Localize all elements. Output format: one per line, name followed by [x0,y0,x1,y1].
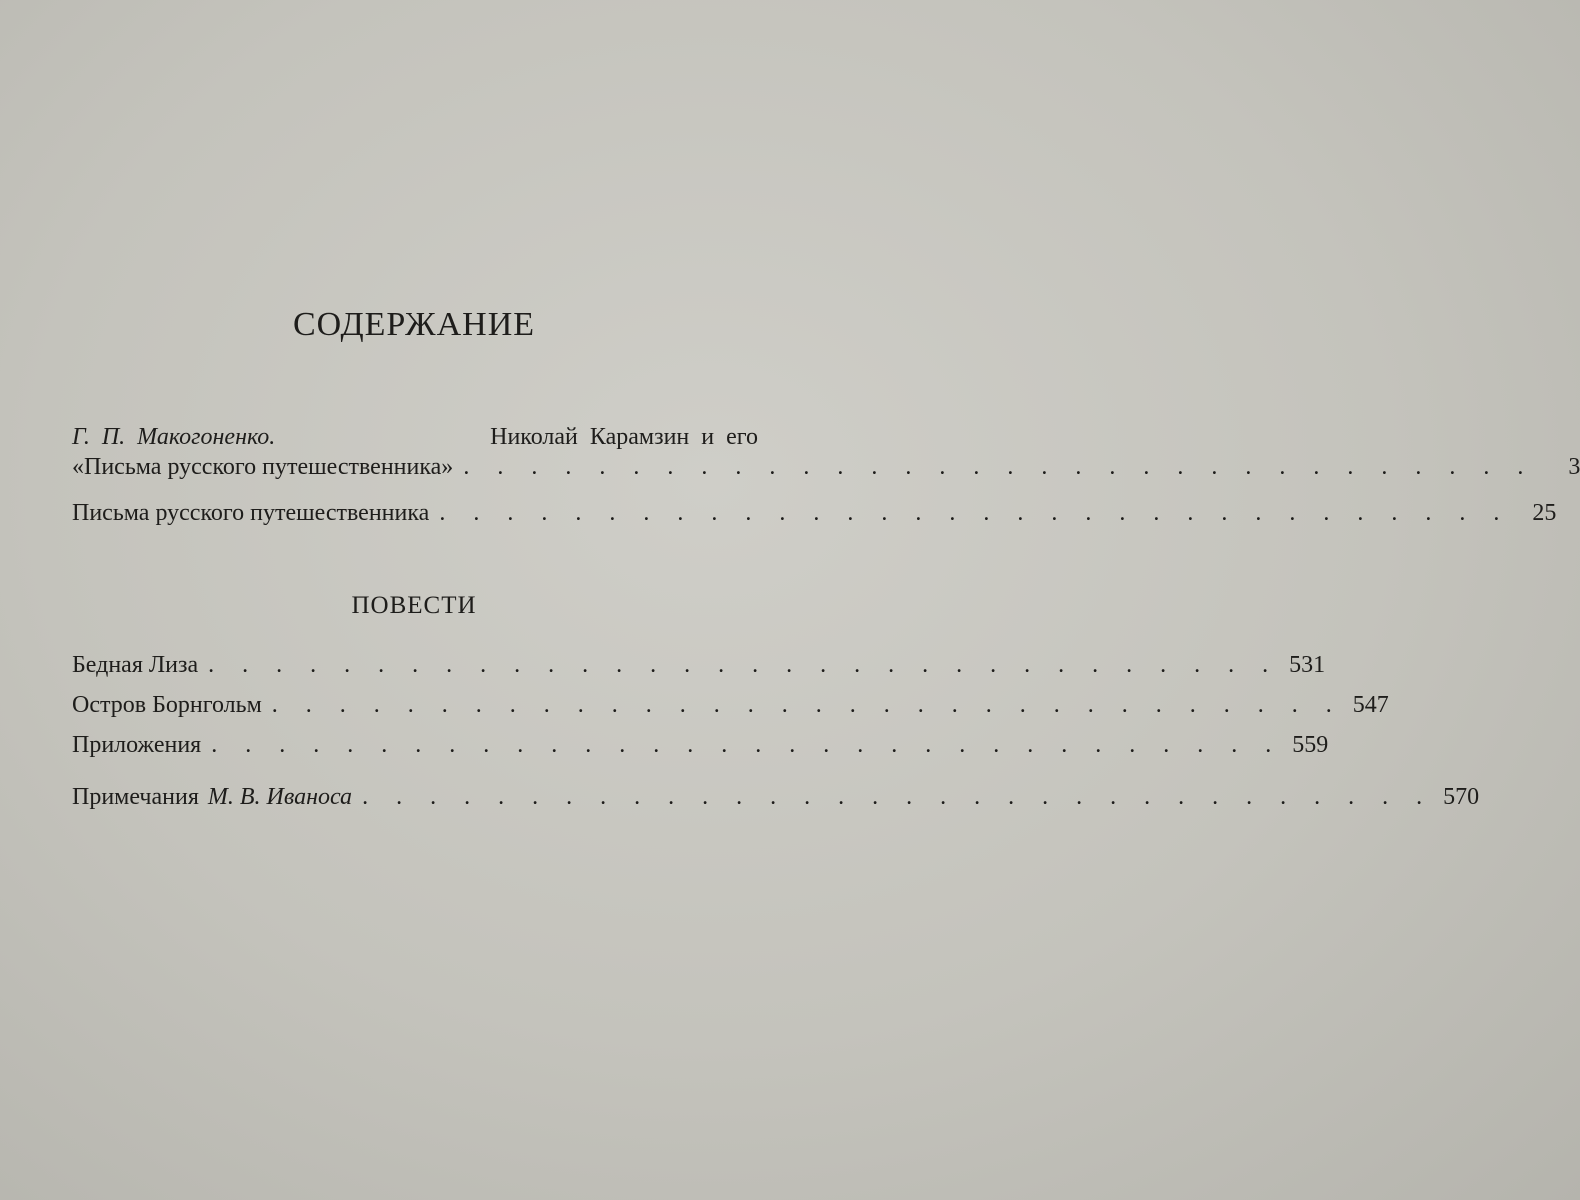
toc-entry-story-page: 531 [1289,652,1326,678]
toc-entry-intro-line2 [72,452,1580,482]
toc-entry-intro-author: Г. П. Макогоненко. [72,424,276,450]
toc-entry-letters-page: 25 [1532,500,1557,526]
toc-entry-story[interactable] [72,690,1389,720]
toc-entry-notes-line [72,782,1480,812]
toc-entry-intro-page: 3 [1568,454,1580,480]
toc-entry-letters[interactable] [72,498,1557,528]
section-heading-stories: ПОВЕСТИ [351,592,477,619]
contents-heading: СОДЕРЖАНИЕ [292,306,536,343]
toc-entry-story[interactable] [72,650,1326,680]
toc-entry-intro[interactable] [72,422,1580,482]
toc-entry-appendix-title: Приложения [72,732,202,758]
toc-entry-notes-title: Примечания [72,784,199,810]
toc-entry-intro-line1 [72,422,758,452]
toc-entry-appendix-page: 559 [1292,732,1329,758]
toc-entry-appendix-line [72,730,1329,760]
dot-leader: . . . . . . . . . . . . . . . . . . . . . . . . . . . . . . . . [439,500,1511,526]
dot-leader: . . . . . . . . . . . . . . . . . . . . . . . . . . . . . . . . [362,784,1434,810]
toc-entry-letters-line [72,498,1557,528]
toc-entry-notes-page: 570 [1443,784,1480,810]
toc-entry-intro-title-part1: Николай Карамзин и его [490,424,758,450]
toc-entry-story-line [72,690,1389,720]
toc-entry-appendix[interactable] [72,730,1329,760]
toc-entry-notes-author: М. В. Иваноса [207,784,353,810]
dot-leader: . . . . . . . . . . . . . . . . . . . . . . . . . . . . . . . . [208,652,1280,678]
toc-entry-story-title: Остров Борнгольм [72,692,262,718]
dot-leader: . . . . . . . . . . . . . . . . . . . . . . . . . . . . . . . . [271,692,1343,718]
dot-leader: . . . . . . . . . . . . . . . . . . . . . . . . . . . . . . . . [211,732,1283,758]
dot-leader: . . . . . . . . . . . . . . . . . . . . . . . . . . . . . . . . [463,454,1535,480]
toc-entry-notes[interactable] [72,782,1480,812]
toc-entry-story-title: Бедная Лиза [72,652,199,678]
toc-entry-letters-title: Письма русского путешественника [72,500,430,526]
toc-entry-story-page: 547 [1352,692,1389,718]
toc-entry-story-line [72,650,1326,680]
toc-entry-intro-title-part2: «Письма русского путешественника» [72,454,454,480]
